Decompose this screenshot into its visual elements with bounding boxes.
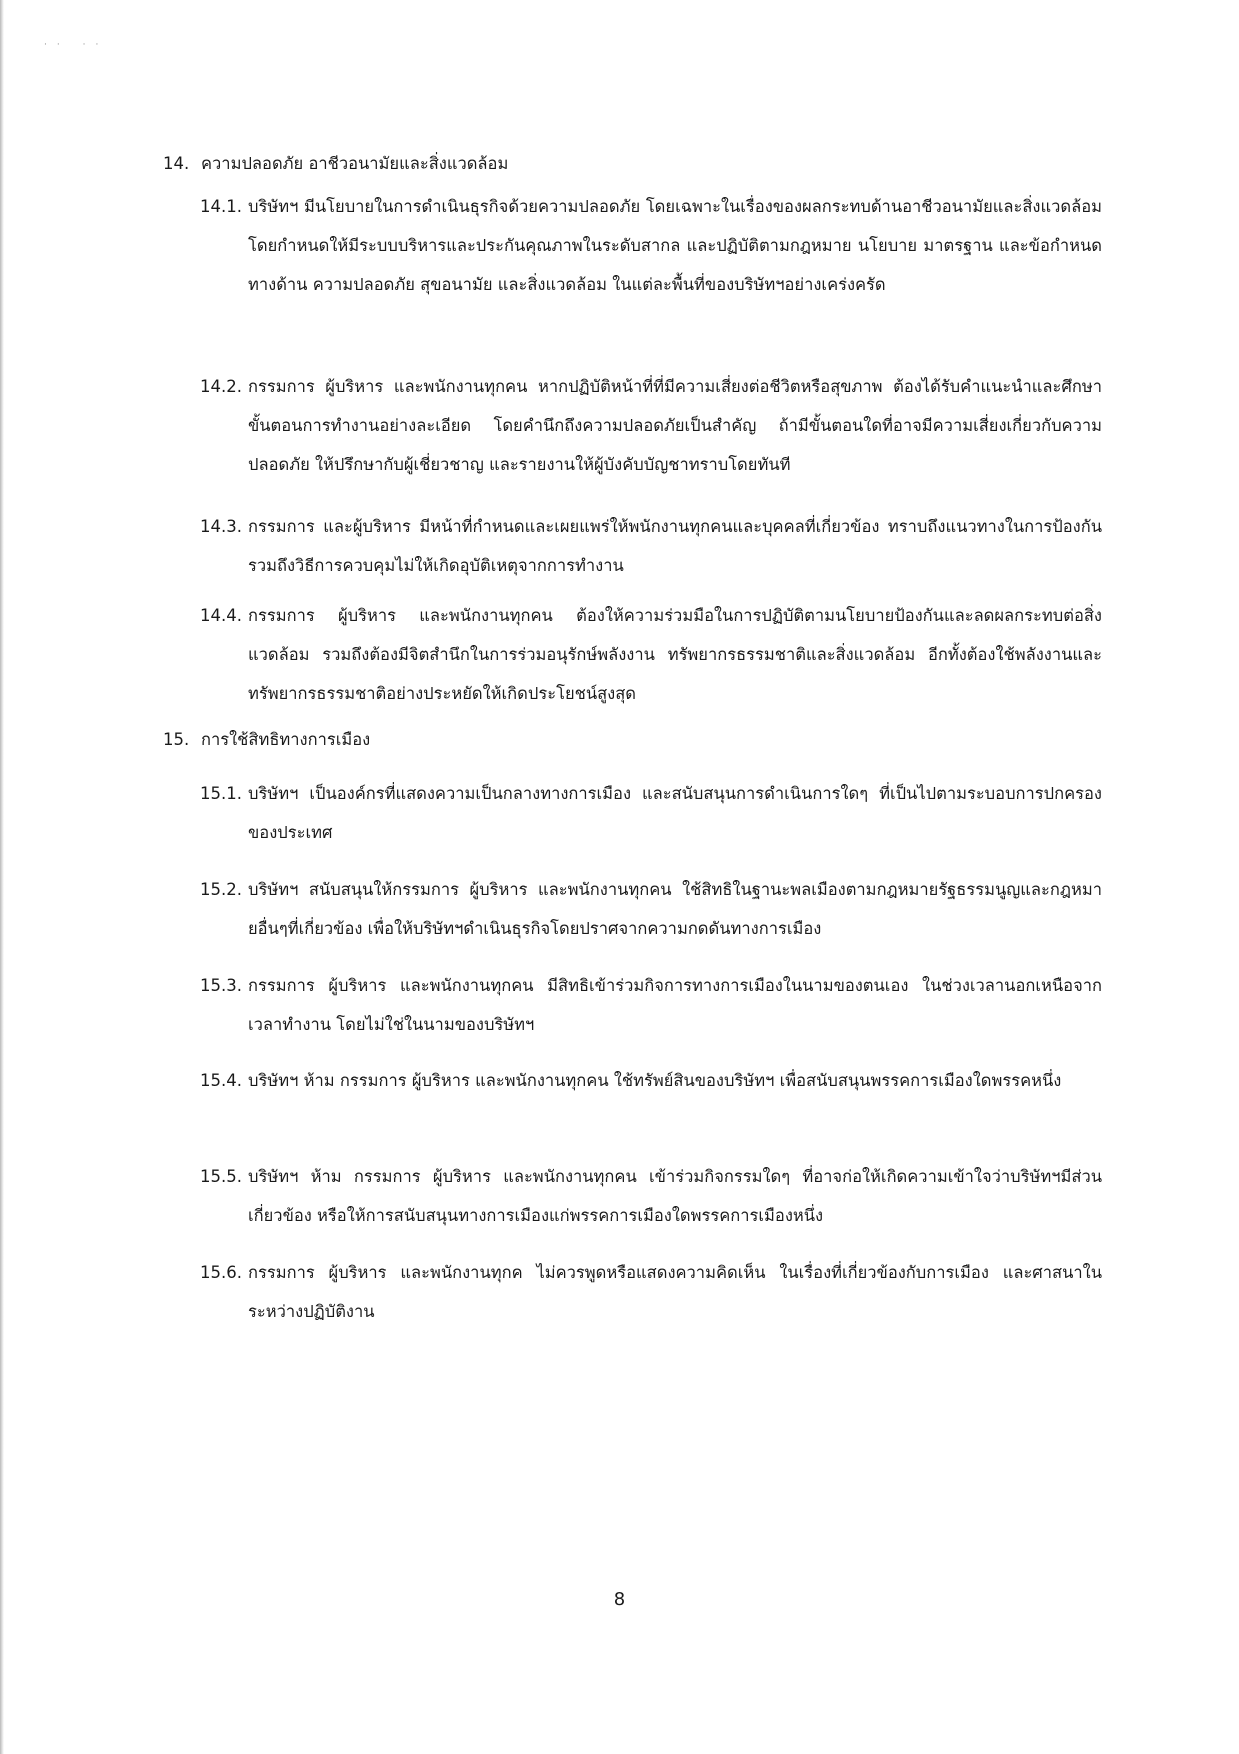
- clause-15-1: [200, 774, 1102, 852]
- clause-text: กรรมการ ผู้บริหาร และพนักงานทุกคน มีสิทธิเข้าร่วมกิจการทางการเมืองในนามของตนเอง ในช่วงเวลานอกเหนือจากเวลาทำงาน โดยไม่ใช่ในนามของบริษัทฯ: [248, 976, 1102, 1034]
- section-title: การใช้สิทธิทางการเมือง: [201, 730, 371, 749]
- clause-number: 15.4.: [200, 1071, 242, 1090]
- clause-number: 15.3.: [200, 976, 242, 995]
- page-number: 8: [613, 1589, 626, 1610]
- clause-number: 14.3.: [200, 517, 242, 536]
- clause-number: 15.5.: [200, 1167, 242, 1186]
- clause-15-6: [200, 1253, 1102, 1331]
- clause-number: 14.1.: [200, 197, 242, 216]
- clause-14-3: [200, 507, 1102, 585]
- clause-15-4: [200, 1061, 1102, 1100]
- section-heading-14: [163, 149, 508, 179]
- clause-text: กรรมการ ผู้บริหาร และพนักงานทุกค ไม่ควรพูดหรือแสดงความคิดเห็น ในเรื่องที่เกี่ยวข้องกับการเมือง และศาสนาในระหว่างปฏิบัติงาน: [248, 1263, 1102, 1321]
- clause-14-4: [200, 596, 1102, 713]
- clause-text: กรรมการ ผู้บริหาร และพนักงานทุกคน ต้องให้ความร่วมมือในการปฏิบัติตามนโยบายป้องกันและลดผลกระทบต่อสิ่งแวดล้อม รวมถึงต้องมีจิตสำนึกในการร่วมอนุรักษ์พลังงาน ทรัพยากรธรรมชาติและสิ่งแวดล้อม อีกทั้งต้องใช้พลังงานและทรัพยากรธรรมชาติอย่างประหยัดให้เกิดประโยชน์สูงสุด: [248, 606, 1102, 703]
- clause-15-2: [200, 870, 1102, 948]
- clause-text: บริษัทฯ ห้าม กรรมการ ผู้บริหาร และพนักงานทุกคน ใช้ทรัพย์สินของบริษัทฯ เพื่อสนับสนุนพรรคการเมืองใดพรรคหนึ่ง: [248, 1071, 1062, 1090]
- clause-15-3: [200, 966, 1102, 1044]
- clause-number: 14.2.: [200, 377, 242, 396]
- clause-text: บริษัทฯ สนับสนุนให้กรรมการ ผู้บริหาร และพนักงานทุกคน ใช้สิทธิในฐานะพลเมืองตามกฎหมายรัฐธรรมนูญและกฎหมายอื่นๆที่เกี่ยวข้อง เพื่อให้บริษัทฯดำเนินธุรกิจโดยปราศจากความกดดันทางการเมือง: [248, 880, 1102, 938]
- section-title: ความปลอดภัย อาชีวอนามัยและสิ่งแวดล้อม: [201, 154, 509, 173]
- clause-15-5: [200, 1157, 1102, 1235]
- clause-text: กรรมการ และผู้บริหาร มีหน้าที่กำหนดและเผยแพร่ให้พนักงานทุกคนและบุคคลที่เกี่ยวข้อง ทราบถึงแนวทางในการป้องกัน รวมถึงวิธีการควบคุมไม่ให้เกิดอุบัติเหตุจากการทำงาน: [248, 517, 1102, 575]
- clause-text: บริษัทฯ เป็นองค์กรที่แสดงความเป็นกลางทางการเมือง และสนับสนุนการดำเนินการใดๆ ที่เป็นไปตามระบอบการปกครองของประเทศ: [248, 784, 1102, 842]
- clause-number: 15.2.: [200, 880, 242, 899]
- clause-text: บริษัทฯ ห้าม กรรมการ ผู้บริหาร และพนักงานทุกคน เข้าร่วมกิจกรรมใดๆ ที่อาจก่อให้เกิดความเข้าใจว่าบริษัทฯมีส่วนเกี่ยวข้อง หรือให้การสนับสนุนทางการเมืองแก่พรรคการเมืองใดพรรคการเมืองหนึ่ง: [248, 1167, 1102, 1225]
- clause-text: บริษัทฯ มีนโยบายในการดำเนินธุรกิจด้วยความปลอดภัย โดยเฉพาะในเรื่องของผลกระทบด้านอาชีวอนามัยและสิ่งแวดล้อม โดยกำหนดให้มีระบบบริหารและประกันคุณภาพในระดับสากล และปฏิบัติตามกฎหมาย นโยบาย มาตรฐาน และข้อกำหนดทางด้าน ความปลอดภัย สุขอนามัย และสิ่งแวดล้อม ในแต่ละพื้นที่ของบริษัทฯอย่างเคร่งครัด: [248, 197, 1102, 294]
- clause-14-1: [200, 187, 1102, 304]
- clause-number: 14.4.: [200, 606, 242, 625]
- clause-number: 15.6.: [200, 1263, 242, 1282]
- section-number: 15.: [163, 730, 190, 749]
- clause-number: 15.1.: [200, 784, 242, 803]
- clause-text: กรรมการ ผู้บริหาร และพนักงานทุกคน หากปฏิบัติหน้าที่ที่มีความเสี่ยงต่อชีวิตหรือสุขภาพ ต้องได้รับคำแนะนำและศึกษาขั้นตอนการทำงานอย่างละเอียด โดยคำนึกถึงความปลอดภัยเป็นสำคัญ ถ้ามีขั้นตอนใดที่อาจมีความเสี่ยงเกี่ยวกับความปลอดภัย ให้ปรึกษากับผู้เชี่ยวชาญ และรายงานให้ผู้บังคับบัญชาทราบโดยทันที: [248, 377, 1102, 474]
- scan-specks: ·· ··: [44, 40, 109, 50]
- clause-14-2: [200, 367, 1102, 484]
- section-heading-15: [163, 725, 370, 755]
- section-number: 14.: [163, 154, 190, 173]
